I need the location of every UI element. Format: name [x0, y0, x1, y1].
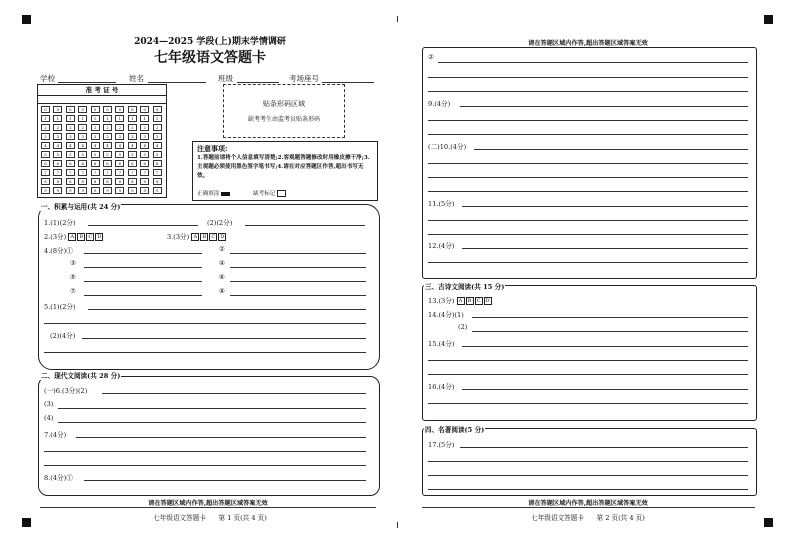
q12-label: 12.(4分) — [428, 242, 455, 250]
absent-mark-text: 缺考标记 — [253, 191, 276, 197]
section-modern-reading-box — [38, 376, 380, 496]
school-field[interactable] — [58, 82, 116, 83]
exam-id-bubble[interactable]: 7 — [41, 169, 50, 176]
q2-label — [44, 231, 104, 241]
class-field[interactable] — [237, 82, 279, 83]
exam-id-bubble[interactable]: 6 — [115, 160, 124, 167]
q9-answer-line3[interactable] — [428, 134, 748, 135]
exam-id-bubble[interactable]: 9 — [66, 187, 75, 194]
q3-option-b[interactable]: B — [200, 233, 208, 241]
q17-answer-line4[interactable] — [428, 489, 748, 490]
exam-id-bubble[interactable]: 4 — [91, 142, 100, 149]
q10-answer-line4[interactable] — [428, 191, 748, 192]
exam-id-bubble[interactable]: 5 — [153, 151, 162, 158]
q13-option-d[interactable]: D — [485, 298, 490, 304]
q7-answer-line2[interactable] — [44, 451, 366, 452]
section-classics-box — [422, 428, 757, 496]
q13-option-c[interactable]: C — [475, 297, 483, 305]
school-label: 学校 — [40, 74, 55, 83]
q15-answer-line2[interactable] — [428, 360, 748, 361]
exam-id-bubble[interactable]: 3 — [53, 133, 62, 140]
q2-text: 2.(3分) — [44, 233, 67, 241]
exam-id-bubble[interactable]: 5 — [115, 151, 124, 158]
q10-answer-line3[interactable] — [428, 177, 748, 178]
exam-id-bubble[interactable]: 2 — [140, 124, 149, 131]
barcode-title: 贴条形码区域 — [263, 100, 305, 108]
q16-label: 16.(4分) — [428, 383, 455, 391]
exam-id-bubble[interactable]: 2 — [66, 124, 75, 131]
notice-text: 1.答题前请将个人信息填写清楚;2.客观题答题修改时用橡皮擦干净;3.主观题必须使用黑色签字笔书写;4.请在对应答题区作答,超出书写无效。 — [197, 155, 370, 179]
q10-answer[interactable] — [474, 149, 748, 150]
q17-label: 17.(5分) — [428, 441, 455, 449]
exam-id-bubble[interactable]: 8 — [153, 178, 162, 185]
exam-id-bubble[interactable]: 8 — [66, 178, 75, 185]
q11-answer-line3[interactable] — [428, 234, 748, 235]
exam-id-bubble[interactable]: 2 — [41, 124, 50, 131]
q11-answer[interactable] — [462, 206, 748, 207]
exam-id-bubble[interactable]: 5 — [53, 151, 62, 158]
name-label: 姓名 — [129, 74, 144, 83]
exam-id-bubble[interactable]: 0 — [78, 106, 87, 113]
q6-4-answer[interactable] — [58, 422, 366, 423]
right-page-footer — [420, 512, 756, 522]
q6-label: (一)6.(3分)(2) — [44, 387, 88, 395]
exam-id-bubble[interactable]: 0 — [115, 106, 124, 113]
exam-id-bubble[interactable]: 0 — [41, 106, 50, 113]
exam-id-bubble[interactable]: 5 — [128, 151, 137, 158]
q4-label: 4.(8分)① — [44, 247, 73, 255]
q17-answer[interactable] — [460, 447, 748, 448]
q10-label: (二)10.(4分) — [428, 143, 467, 151]
q6-3-answer[interactable] — [58, 408, 366, 409]
q4-blank-1[interactable] — [84, 253, 202, 254]
exam-id-bubble[interactable]: 7 — [103, 169, 112, 176]
exam-id-bubble[interactable]: 6 — [66, 160, 75, 167]
q16-answer-line2[interactable] — [428, 403, 748, 404]
exam-id-bubble[interactable]: 4 — [78, 142, 87, 149]
q9-label: 9.(4分) — [428, 100, 451, 108]
q8-answer[interactable] — [84, 480, 366, 481]
q7-answer-line3[interactable] — [44, 465, 366, 466]
filled-bubble-icon — [221, 192, 230, 196]
exam-id-label: 准 考 证 号 — [38, 85, 166, 96]
section-classical-title: 三、古诗文阅读(共 15 分) — [425, 283, 505, 291]
exam-id-bubble[interactable]: 3 — [91, 133, 100, 140]
fold-mark — [397, 522, 398, 528]
q4-blank-8-label: ⑧ — [219, 287, 225, 295]
q5-1-answer-line2[interactable] — [44, 323, 366, 324]
exam-id-bubble[interactable]: 0 — [128, 106, 137, 113]
q7-label: 7.(4分) — [44, 431, 67, 439]
exam-id-bubble[interactable]: 7 — [140, 169, 149, 176]
exam-id-bubble[interactable]: 1 — [41, 115, 50, 122]
q14-1-answer[interactable] — [472, 317, 748, 318]
q4-blank-5[interactable] — [84, 281, 202, 282]
exam-id-bubble[interactable]: 5 — [91, 151, 100, 158]
q4-blank-4[interactable] — [230, 267, 366, 268]
registration-mark — [764, 15, 773, 24]
exam-id-bubble[interactable]: 7 — [128, 169, 137, 176]
q4-blank-5-label: ⑤ — [70, 273, 76, 281]
class-label: 班级 — [218, 74, 233, 83]
q1-2-label: (2)(2分) — [207, 219, 233, 227]
exam-id-bubble[interactable]: 4 — [66, 142, 75, 149]
fold-mark — [397, 16, 398, 22]
exam-id-bubble[interactable]: 9 — [103, 187, 112, 194]
exam-id-bubble[interactable]: 9 — [41, 187, 50, 194]
registration-mark — [764, 518, 773, 527]
exam-id-bubble[interactable]: 6 — [41, 160, 50, 167]
q11-answer-line2[interactable] — [428, 220, 748, 221]
exam-id-bubble[interactable]: 0 — [91, 106, 100, 113]
exam-id-bubble[interactable]: 0 — [140, 106, 149, 113]
card-title: 七年级语文答题卡 — [154, 50, 266, 66]
absent-checkbox[interactable] — [277, 190, 286, 197]
seat-field[interactable] — [322, 82, 374, 83]
exam-id-bubble[interactable]: 1 — [140, 115, 149, 122]
barcode-note: 缺考考生由监考员贴条形码 — [247, 116, 320, 123]
q6-4-label: (4) — [44, 414, 54, 422]
seat-label: 考场座号 — [289, 74, 319, 83]
exam-id-bubble[interactable]: 6 — [153, 160, 162, 167]
exam-id-write-row[interactable] — [38, 95, 166, 104]
exam-id-bubble[interactable]: 1 — [91, 115, 100, 122]
q10-answer-line2[interactable] — [428, 163, 748, 164]
exam-id-bubble[interactable]: 4 — [41, 142, 50, 149]
left-page-footer — [0, 512, 420, 522]
q8-2-answer[interactable] — [438, 62, 748, 63]
q14-2-answer[interactable] — [472, 331, 748, 332]
q8-2-label: ② — [428, 53, 434, 61]
exam-id-bubble[interactable]: 9 — [78, 187, 87, 194]
q1-1-answer[interactable] — [88, 225, 198, 226]
exam-id-bubble[interactable]: 1 — [153, 115, 162, 122]
exam-id-bubble[interactable]: 0 — [153, 106, 162, 113]
exam-id-bubble[interactable]: 7 — [153, 169, 162, 176]
exam-id-bubble[interactable]: 3 — [66, 133, 75, 140]
exam-id-bubble[interactable]: 5 — [78, 151, 87, 158]
exam-id-bubble[interactable]: 6 — [53, 160, 62, 167]
q5-2-label: (2)(4分) — [50, 332, 76, 340]
q13-option-a[interactable]: A — [457, 297, 465, 305]
right-top-warning: 请在答题区域内作答,超出答题区域答案无效 — [528, 40, 648, 47]
q11-label: 11.(5分) — [428, 200, 455, 208]
exam-id-bubble[interactable]: 8 — [140, 178, 149, 185]
q3-option-a[interactable]: A — [191, 233, 199, 241]
exam-id-bubble[interactable]: 9 — [53, 187, 62, 194]
exam-id-bubble[interactable]: 2 — [128, 124, 137, 131]
exam-id-bubble[interactable]: 1 — [115, 115, 124, 122]
name-field[interactable] — [148, 82, 206, 83]
exam-id-bubble[interactable]: 4 — [53, 142, 62, 149]
exam-id-bubble[interactable]: 8 — [128, 178, 137, 185]
exam-id-bubble[interactable]: 4 — [115, 142, 124, 149]
exam-id-bubble[interactable]: 2 — [91, 124, 100, 131]
exam-id-bubble[interactable]: 6 — [128, 160, 137, 167]
q14-2-label: (2) — [458, 323, 468, 331]
q1-1-label: 1.(1)(2分) — [44, 219, 76, 227]
correct-fill-text: 正确填涂 — [197, 191, 220, 197]
right-footer-divider — [422, 507, 755, 508]
exam-id-bubble[interactable]: 5 — [41, 151, 50, 158]
q7-answer[interactable] — [76, 437, 366, 438]
left-page-label: 七年级语文答题卡 — [153, 514, 206, 522]
q5-2-answer[interactable] — [82, 338, 366, 339]
exam-id-bubble[interactable]: 8 — [53, 178, 62, 185]
q4-blank-3[interactable] — [84, 267, 202, 268]
exam-id-bubble[interactable]: 9 — [153, 187, 162, 194]
exam-id-bubble[interactable]: 2 — [53, 124, 62, 131]
exam-id-bubble[interactable]: 9 — [128, 187, 137, 194]
exam-id-bubble[interactable]: 3 — [41, 133, 50, 140]
notice-box — [192, 141, 378, 201]
q1-2-answer[interactable] — [245, 225, 365, 226]
q15-answer[interactable] — [462, 346, 748, 347]
q15-label: 15.(4分) — [428, 340, 455, 348]
left-footer-divider — [40, 507, 376, 508]
q3-option-c[interactable]: C — [209, 233, 217, 241]
exam-id-bubble[interactable]: 2 — [153, 124, 162, 131]
exam-id-bubble[interactable]: 3 — [103, 133, 112, 140]
exam-title: 2024—2025 学段(上)期末学情调研 — [134, 37, 286, 47]
section-classical-box — [422, 285, 757, 421]
notice-title: 注意事项: — [197, 144, 228, 153]
exam-id-bubble[interactable]: 7 — [115, 169, 124, 176]
exam-id-bubble[interactable]: 5 — [103, 151, 112, 158]
exam-id-bubble[interactable]: 8 — [103, 178, 112, 185]
q15-answer-line3[interactable] — [428, 374, 748, 375]
q2-option-a[interactable]: A — [68, 233, 76, 241]
q4-blank-2[interactable] — [230, 253, 366, 254]
exam-id-bubble[interactable]: 3 — [140, 133, 149, 140]
exam-id-grid — [37, 84, 167, 198]
exam-id-bubble[interactable]: 8 — [78, 178, 87, 185]
q4-blank-6-label: ⑥ — [219, 273, 225, 281]
exam-id-bubble[interactable]: 4 — [140, 142, 149, 149]
section-classics-title: 四、名著阅读(5 分) — [425, 426, 485, 434]
exam-id-bubble[interactable]: 1 — [53, 115, 62, 122]
exam-id-bubble[interactable]: 8 — [115, 178, 124, 185]
q4-blank-4-label: ④ — [219, 259, 225, 267]
registration-mark — [22, 15, 31, 24]
exam-id-bubble[interactable]: 9 — [140, 187, 149, 194]
right-page-number: 第 2 页(共 4 页) — [596, 514, 645, 522]
section-accumulation-title: 一、积累与运用(共 24 分) — [41, 203, 121, 211]
q8-label: 8.(4分)① — [44, 474, 73, 482]
exam-id-bubble[interactable]: 3 — [78, 133, 87, 140]
exam-id-bubble[interactable]: 6 — [140, 160, 149, 167]
q2-option-b[interactable]: B — [77, 233, 85, 241]
left-footer-warning: 请在答题区域内作答,超出答题区域答案无效 — [148, 500, 268, 507]
q6-3-label: (3) — [44, 400, 54, 408]
right-page-label: 七年级语文答题卡 — [531, 514, 584, 522]
exam-id-bubble[interactable]: 9 — [115, 187, 124, 194]
q16-answer[interactable] — [462, 389, 748, 390]
q2-option-d[interactable]: D — [97, 234, 102, 240]
exam-id-bubble[interactable]: 0 — [66, 106, 75, 113]
exam-id-bubble[interactable]: 1 — [78, 115, 87, 122]
q4-blank-7-label: ⑦ — [70, 287, 76, 295]
q4-blank-8[interactable] — [230, 295, 366, 296]
q13-label — [428, 295, 493, 305]
q3-option-d[interactable]: D — [220, 234, 225, 240]
section-modern-reading-title: 二、现代文阅读(共 28 分) — [41, 372, 121, 380]
exam-id-bubble[interactable]: 6 — [91, 160, 100, 167]
exam-id-bubble[interactable]: 7 — [53, 169, 62, 176]
exam-id-bubble[interactable]: 7 — [91, 169, 100, 176]
q12-answer[interactable] — [462, 248, 748, 249]
q3-text: 3.(3分) — [167, 233, 190, 241]
correct-fill-label — [197, 189, 230, 197]
exam-id-bubble[interactable]: 6 — [78, 160, 87, 167]
q6-2-answer[interactable] — [102, 393, 366, 394]
q5-1-answer[interactable] — [88, 309, 366, 310]
q12-answer-line2[interactable] — [428, 262, 748, 263]
q4-blank-3-label: ③ — [70, 259, 76, 267]
exam-id-bubble[interactable]: 5 — [66, 151, 75, 158]
exam-id-bubble[interactable]: 6 — [103, 160, 112, 167]
exam-id-bubble[interactable]: 8 — [41, 178, 50, 185]
exam-id-bubble[interactable]: 0 — [103, 106, 112, 113]
exam-id-bubble[interactable]: 4 — [103, 142, 112, 149]
exam-id-bubble[interactable]: 4 — [128, 142, 137, 149]
exam-id-bubble[interactable]: 1 — [128, 115, 137, 122]
q3-label — [167, 231, 227, 241]
q14-1-label: 14.(4分)(1) — [428, 311, 464, 319]
q5-1-label: 5.(1)(2分) — [44, 303, 76, 311]
exam-id-bubble[interactable]: 8 — [91, 178, 100, 185]
exam-id-bubble[interactable]: 2 — [103, 124, 112, 131]
exam-id-bubble[interactable]: 2 — [78, 124, 87, 131]
left-page-number: 第 1 页(共 4 页) — [218, 514, 267, 522]
barcode-area — [223, 84, 345, 138]
q9-answer[interactable] — [460, 106, 748, 107]
exam-id-bubble[interactable]: 1 — [103, 115, 112, 122]
absent-mark-label — [253, 189, 286, 197]
q8-2-answer-line2[interactable] — [428, 77, 748, 78]
exam-id-bubble[interactable]: 1 — [66, 115, 75, 122]
exam-id-bubble[interactable]: 7 — [78, 169, 87, 176]
q2-option-c[interactable]: C — [86, 233, 94, 241]
exam-id-bubble[interactable]: 2 — [115, 124, 124, 131]
exam-id-bubble[interactable]: 5 — [140, 151, 149, 158]
exam-id-bubble[interactable]: 7 — [66, 169, 75, 176]
q4-blank-2-label: ② — [219, 245, 225, 253]
right-footer-warning: 请在答题区域内作答,超出答题区域答案无效 — [528, 500, 648, 507]
q17-answer-line2[interactable] — [428, 461, 748, 462]
q17-answer-line3[interactable] — [428, 475, 748, 476]
exam-id-bubble[interactable]: 3 — [115, 133, 124, 140]
exam-id-bubble[interactable]: 3 — [153, 133, 162, 140]
q13-text: 13.(3分) — [428, 297, 455, 305]
exam-id-bubble[interactable]: 3 — [128, 133, 137, 140]
exam-id-bubble[interactable]: 9 — [91, 187, 100, 194]
section-accumulation-box — [38, 204, 380, 370]
q9-answer-line2[interactable] — [428, 120, 748, 121]
q5-2-answer-line2[interactable] — [44, 352, 366, 353]
q13-option-b[interactable]: B — [466, 297, 474, 305]
q8-2-answer-line3[interactable] — [428, 91, 748, 92]
q4-blank-6[interactable] — [230, 281, 366, 282]
exam-id-bubble[interactable]: 4 — [153, 142, 162, 149]
exam-id-bubble[interactable]: 0 — [53, 106, 62, 113]
q4-blank-7[interactable] — [84, 295, 202, 296]
